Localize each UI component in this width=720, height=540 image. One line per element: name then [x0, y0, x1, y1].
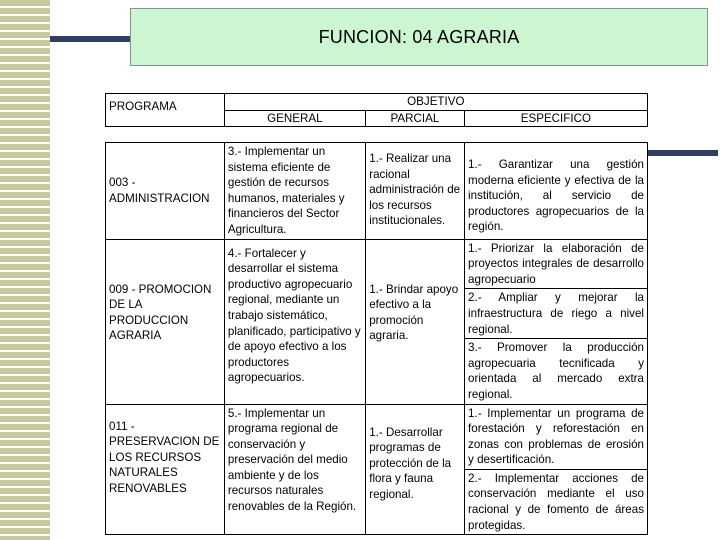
- table-row: [106, 239, 648, 289]
- title-box: [130, 8, 708, 66]
- header-programa: PROGRAMA: [106, 94, 225, 127]
- parcial-cell: 1.- Realizar una racional administración de los recursos institucionales.: [366, 143, 465, 240]
- especifico-cell: 1.- Priorizar la elaboración de proyectos integrales de desarrollo agropecuario: [465, 239, 648, 289]
- table-row: [106, 404, 648, 469]
- parcial-cell: 1.- Brindar apoyo efectivo a la promoción agraria.: [366, 239, 465, 404]
- programa-cell: 011 - PRESERVACION DE LOS RECURSOS NATURALES RENOVABLES: [106, 404, 225, 535]
- especifico-cell: 1.- Garantizar una gestión moderna eficiente y efectiva de la institución, al servicio de productores agropecuarios de la región.: [465, 143, 648, 240]
- parcial-cell: 1.- Desarrollar programas de protección de la flora y fauna regional.: [366, 404, 465, 535]
- especifico-cell: 2.- Ampliar y mejorar la infraestructura de riego a nivel regional.: [465, 289, 648, 339]
- decorative-bar-right: [648, 150, 718, 156]
- slide-stripe-sidebar: [0, 0, 50, 540]
- especifico-cell: 3.- Promover la producción agropecuaria tecnificada y orientada al mercado extra regional.: [465, 339, 648, 404]
- general-cell: 5.- Implementar un programa regional de conservación y preservación del medio ambiente y de los recursos naturales renovables de la Región.: [224, 404, 365, 535]
- slide-title: FUNCION: 04 AGRARIA: [318, 27, 520, 47]
- programa-cell: 009 - PROMOCION DE LA PRODUCCION AGRARIA: [106, 239, 225, 404]
- programa-cell: 003 - ADMINISTRACION: [106, 143, 225, 240]
- especifico-cell: 2.- Implementar acciones de conservación mediante el uso racional y de fomento de áreas protegidas.: [465, 469, 648, 534]
- table-header: [105, 93, 648, 127]
- header-especifico: ESPECIFICO: [464, 110, 647, 127]
- header-objetivo: OBJETIVO: [224, 94, 647, 111]
- general-cell: 3.- Implementar un sistema eficiente de gestión de recursos humanos, materiales y financieros del Sector Agricultura.: [224, 143, 365, 240]
- especifico-cell: 1.- Implementar un programa de forestación y reforestación en zonas con problemas de erosión y desertificación.: [465, 404, 648, 469]
- general-cell: 4.- Fortalecer y desarrollar el sistema productivo agropecuario regional, mediante un trabajo sistemático, planificado, participativo y de apoyo efectivo a los productores agropecuarios.: [224, 239, 365, 404]
- header-parcial: PARCIAL: [366, 110, 465, 127]
- table-row: [106, 143, 648, 240]
- decorative-bar-left: [50, 36, 130, 42]
- objectives-table: [105, 142, 648, 535]
- objectives-document: [105, 93, 648, 532]
- header-general: GENERAL: [224, 110, 365, 127]
